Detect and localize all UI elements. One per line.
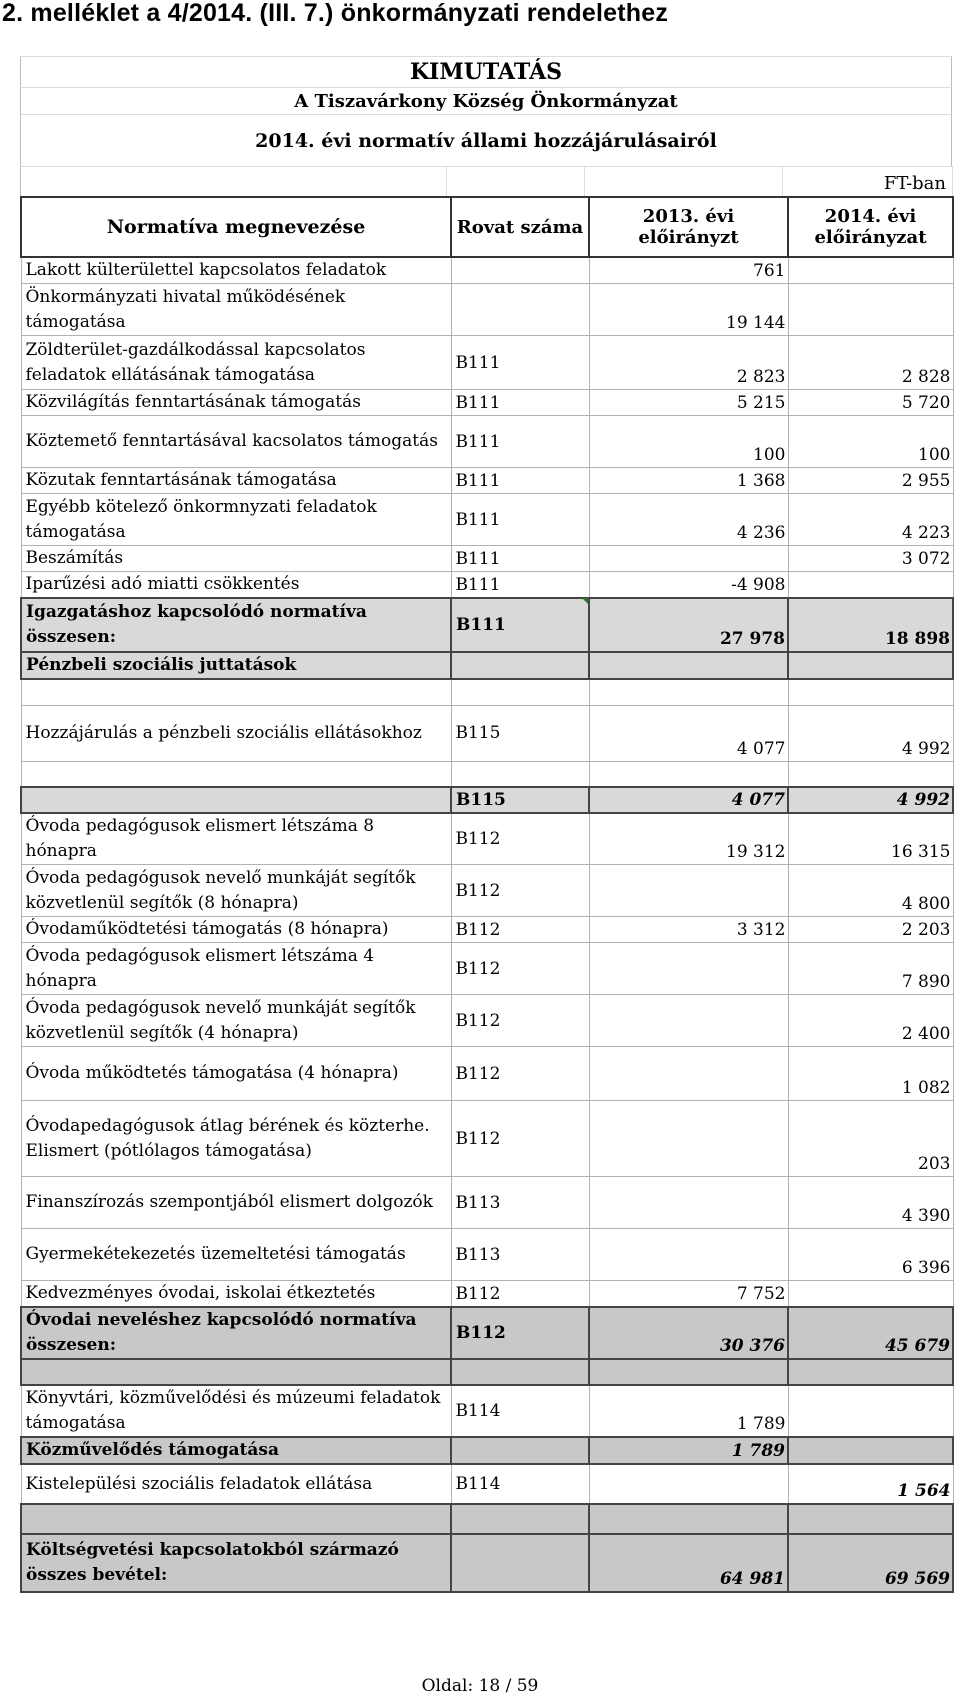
row-code: B111 [451,416,589,468]
row-name: Köztemető fenntartásával kacsolatos támogatás [21,416,451,468]
row-name: Zöldterület-gazdálkodással kapcsolatos feladatok ellátásának támogatása [21,336,451,390]
row-name: Kedvezményes óvodai, iskolai étkeztetés [21,1281,451,1308]
row-code [451,284,589,336]
row-name: Óvoda működtetés támogatása (4 hónapra) [21,1047,451,1101]
table-row [21,761,953,787]
table-row [21,572,953,599]
row-curr-amount: 4 800 [788,865,953,917]
row-curr-amount [788,284,953,336]
row-curr-amount [788,652,953,679]
row-prev-amount [589,546,788,572]
table-row [21,1281,953,1308]
row-code: B112 [451,1281,589,1308]
table-row [21,336,953,390]
row-curr-amount: 2 828 [788,336,953,390]
row-name: Óvoda pedagógusok elismert létszáma 4 hónapra [21,943,451,995]
row-curr-amount: 2 955 [788,468,953,494]
row-name: Óvoda pedagógusok nevelő munkáját segítők közvetlenül segítők (4 hónapra) [21,995,451,1047]
row-code: B112 [451,865,589,917]
row-name: Óvoda pedagógusok elismert létszáma 8 hónapra [21,813,451,865]
col-header-prev: 2013. évi előirányzt [589,197,788,257]
row-prev-amount: 19 144 [589,284,788,336]
row-prev-amount: 1 789 [589,1437,788,1464]
row-curr-amount: 1 082 [788,1047,953,1101]
row-curr-amount: 4 223 [788,494,953,546]
row-code [451,257,589,284]
col-header-name: Normatíva megnevezése [21,197,451,257]
row-code: B112 [451,1307,589,1359]
row-prev-amount: -4 908 [589,572,788,599]
row-name: Lakott külterülettel kapcsolatos feladatok [21,257,451,284]
row-curr-amount: 4 992 [788,787,953,813]
row-name: Közművelődés támogatása [21,1437,451,1464]
row-curr-amount [788,572,953,599]
row-code: B111 [451,598,589,652]
row-code: B111 [451,572,589,599]
unit-label: FT-ban [783,167,953,197]
row-name: Kistelepülési szociális feladatok ellátása [21,1464,451,1504]
table-row [21,1464,953,1504]
table-row [21,679,953,705]
row-curr-amount [788,1385,953,1437]
row-prev-amount: 1 789 [589,1385,788,1437]
table-row [21,1534,953,1592]
municipality-name: A Tiszavárkony Község Önkormányzat [20,87,952,114]
row-curr-amount [788,1281,953,1308]
row-prev-amount [589,995,788,1047]
row-curr-amount: 3 072 [788,546,953,572]
row-prev-amount [589,761,788,787]
row-code [451,1437,589,1464]
table-row [21,865,953,917]
title-block [20,56,952,167]
row-curr-amount: 7 890 [788,943,953,995]
table-row [21,1047,953,1101]
row-prev-amount [589,679,788,705]
header-row [21,197,953,257]
table-row [21,917,953,943]
row-name: Közutak fenntartásának támogatása [21,468,451,494]
document-subtitle: 2014. évi normatív állami hozzájárulásairól [20,114,952,167]
row-code: B113 [451,1229,589,1281]
row-name [21,1504,451,1534]
row-prev-amount [589,1504,788,1534]
row-curr-amount: 69 569 [788,1534,953,1592]
row-code: B112 [451,943,589,995]
table-row [21,813,953,865]
table-row [21,1504,953,1534]
row-curr-amount: 4 992 [788,705,953,761]
row-prev-amount: 761 [589,257,788,284]
row-name: Beszámítás [21,546,451,572]
cell-comment-marker [582,598,588,604]
row-name [21,679,451,705]
table-row [21,257,953,284]
row-prev-amount [589,1464,788,1504]
row-name: Egyébb kötelező önkormnyzati feladatok támogatása [21,494,451,546]
table-row [21,546,953,572]
table-row [21,1177,953,1229]
row-code: B114 [451,1464,589,1504]
row-curr-amount [788,1437,953,1464]
row-curr-amount: 16 315 [788,813,953,865]
row-curr-amount: 5 720 [788,390,953,416]
row-prev-amount: 3 312 [589,917,788,943]
row-name: Költségvetési kapcsolatokból származó összes bevétel: [21,1534,451,1592]
document-title: KIMUTATÁS [20,56,952,87]
table-row [21,468,953,494]
row-name [21,761,451,787]
row-code: B111 [451,468,589,494]
row-curr-amount [788,761,953,787]
row-code: B114 [451,1385,589,1437]
row-prev-amount: 2 823 [589,336,788,390]
row-curr-amount: 45 679 [788,1307,953,1359]
row-name: Óvodapedagógusok átlag bérének és közterhe. Elismert (pótlólagos támogatása) [21,1101,451,1177]
row-code: B112 [451,1101,589,1177]
row-prev-amount [589,1359,788,1385]
row-code [451,1359,589,1385]
row-prev-amount [589,865,788,917]
row-curr-amount: 2 203 [788,917,953,943]
table-row [21,652,953,679]
row-code: B112 [451,917,589,943]
row-prev-amount [589,1101,788,1177]
row-code: B111 [451,336,589,390]
row-name [21,787,451,813]
row-prev-amount [589,1047,788,1101]
row-code: B115 [451,705,589,761]
row-curr-amount: 203 [788,1101,953,1177]
row-code: B115 [451,787,589,813]
row-prev-amount: 4 077 [589,787,788,813]
row-code: B112 [451,1047,589,1101]
row-name: Óvodaműködtetési támogatás (8 hónapra) [21,917,451,943]
row-code [451,1534,589,1592]
row-prev-amount: 7 752 [589,1281,788,1308]
row-prev-amount: 64 981 [589,1534,788,1592]
row-prev-amount [589,943,788,995]
page-footer: Oldal: 18 / 59 [421,1676,539,1696]
row-code [451,1504,589,1534]
row-code: B111 [451,494,589,546]
row-prev-amount: 4 077 [589,705,788,761]
row-name: Könyvtári, közművelődési és múzeumi feladatok támogatása [21,1385,451,1437]
row-name: Önkormányzati hivatal működésének támogatása [21,284,451,336]
row-curr-amount [788,679,953,705]
table-row [21,1359,953,1385]
page-heading: 2. melléklet a 4/2014. (III. 7.) önkormányzati rendelethez [2,0,669,27]
row-prev-amount: 1 368 [589,468,788,494]
table-row [21,494,953,546]
table-row [21,1437,953,1464]
col-header-code: Rovat száma [451,197,589,257]
row-prev-amount: 27 978 [589,598,788,652]
row-name: Gyermekétekezetés üzemeltetési támogatás [21,1229,451,1281]
unit-row [20,166,953,197]
row-curr-amount [788,257,953,284]
row-curr-amount: 18 898 [788,598,953,652]
row-prev-amount: 5 215 [589,390,788,416]
row-prev-amount: 30 376 [589,1307,788,1359]
table-row [21,943,953,995]
table-row [21,1307,953,1359]
row-prev-amount: 19 312 [589,813,788,865]
row-name [21,1359,451,1385]
table-row [21,995,953,1047]
table-row [21,284,953,336]
row-code: B112 [451,995,589,1047]
row-prev-amount [589,652,788,679]
row-prev-amount [589,1229,788,1281]
row-curr-amount: 4 390 [788,1177,953,1229]
row-name: Finanszírozás szempontjából elismert dolgozók [21,1177,451,1229]
row-code: B111 [451,390,589,416]
row-prev-amount: 4 236 [589,494,788,546]
row-prev-amount [589,1177,788,1229]
row-curr-amount: 2 400 [788,995,953,1047]
row-code: B113 [451,1177,589,1229]
row-code [451,652,589,679]
row-code [451,679,589,705]
row-curr-amount: 6 396 [788,1229,953,1281]
row-name: Iparűzési adó miatti csökkentés [21,572,451,599]
row-name: Óvoda pedagógusok nevelő munkáját segítők közvetlenül segítők (8 hónapra) [21,865,451,917]
row-code [451,761,589,787]
row-name: Közvilágítás fenntartásának támogatás [21,390,451,416]
table-row [21,1385,953,1437]
row-prev-amount: 100 [589,416,788,468]
table-row [21,416,953,468]
normative-table [20,196,954,1593]
table-row [21,1229,953,1281]
table-row [21,390,953,416]
row-name: Hozzájárulás a pénzbeli szociális ellátásokhoz [21,705,451,761]
table-row [21,598,953,652]
row-name: Pénzbeli szociális juttatások [21,652,451,679]
col-header-curr: 2014. évi előirányzat [788,197,953,257]
row-name: Igazgatáshoz kapcsolódó normatíva összesen: [21,598,451,652]
row-name: Óvodai neveléshez kapcsolódó normatíva összesen: [21,1307,451,1359]
row-code: B111 [451,546,589,572]
row-curr-amount: 100 [788,416,953,468]
row-code: B112 [451,813,589,865]
table-row [21,1101,953,1177]
table-row [21,705,953,761]
row-curr-amount [788,1504,953,1534]
row-curr-amount: 1 564 [788,1464,953,1504]
table-row [21,787,953,813]
row-curr-amount [788,1359,953,1385]
